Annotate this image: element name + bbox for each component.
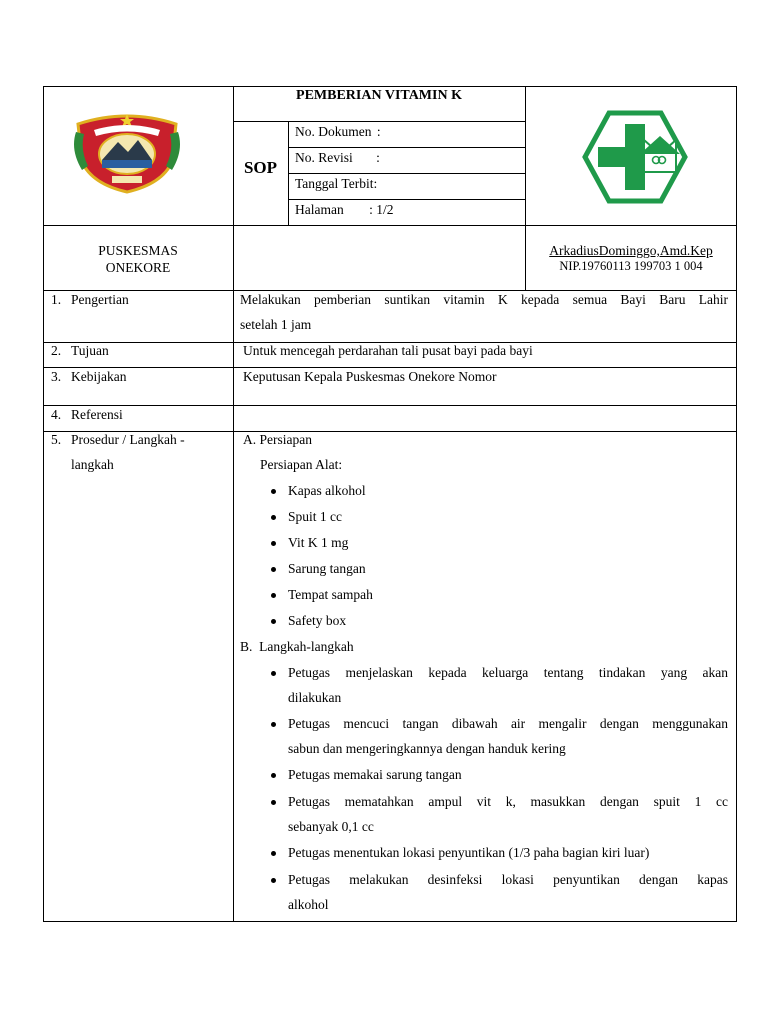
field-no-revisi: [295, 150, 380, 166]
section-a-heading: A. Persiapan: [243, 432, 312, 447]
field-label: Halaman: [295, 202, 344, 217]
bullet-icon: [271, 722, 276, 727]
step-line1: Petugas menjelaskan kepada keluarga tentang tindakan yang akan: [288, 665, 728, 680]
pengertian-text-line2: setelah 1 jam: [240, 317, 312, 332]
row-label-kebijakan: Kebijakan: [71, 369, 127, 384]
alat-heading: Persiapan Alat:: [260, 457, 343, 472]
bullet-icon: [271, 619, 276, 624]
field-label: No. Revisi: [295, 150, 353, 165]
step-line1: Petugas memakai sarung tangan: [288, 767, 462, 782]
step-line2: sebanyak 0,1 cc: [288, 819, 374, 834]
bullet-icon: [271, 800, 276, 805]
row-label-referensi: Referensi: [71, 407, 123, 422]
bullet-icon: [271, 593, 276, 598]
step-line2: alkohol: [288, 897, 329, 912]
step-line1: Petugas mematahkan ampul vit k, masukkan dengan spuit 1 cc: [288, 794, 728, 809]
field-label: No. Dokumen: [295, 124, 372, 139]
document-title: PEMBERIAN VITAMIN K: [296, 88, 462, 103]
list-item: Sarung tangan: [288, 561, 366, 576]
step-line1: Petugas mencuci tangan dibawah air mengalir dengan menggunakan: [288, 716, 728, 731]
org-name: [43, 242, 233, 276]
field-value: : 1/2: [369, 202, 394, 217]
kebijakan-text: Keputusan Kepala Puskesmas Onekore Nomor: [243, 369, 497, 384]
list-item: Safety box: [288, 613, 347, 628]
row-label-prosedur-line2: langkah: [71, 457, 114, 472]
field-halaman: [295, 202, 394, 218]
org-name-line2: ONEKORE: [105, 260, 171, 275]
bullet-icon: [271, 541, 276, 546]
section-b-heading: B. Langkah-langkah: [240, 639, 354, 654]
signer-name: ArkadiusDominggo,Amd.Kep: [549, 243, 713, 258]
row-label-tujuan: Tujuan: [71, 343, 109, 358]
org-name-line1: PUSKESMAS: [98, 243, 178, 258]
bullet-icon: [271, 567, 276, 572]
step-line2: dilakukan: [288, 690, 342, 705]
pengertian-text-line1: Melakukan pemberian suntikan vitamin K kepada semua Bayi Baru Lahir: [240, 292, 728, 307]
list-item: Tempat sampah: [288, 587, 373, 602]
regency-emblem-logo: [72, 110, 182, 194]
bullet-icon: [271, 878, 276, 883]
tujuan-text: Untuk mencegah perdarahan tali pusat bayi pada bayi: [243, 343, 533, 358]
row-number-1: 1.: [51, 292, 62, 307]
step-line1: Petugas melakukan desinfeksi lokasi penyuntikan dengan kapas: [288, 872, 728, 887]
field-tanggal-terbit: [295, 176, 377, 192]
row-label-pengertian: Pengertian: [71, 292, 129, 307]
bullet-icon: [271, 773, 276, 778]
step-line2: sabun dan mengeringkannya dengan handuk kering: [288, 741, 566, 756]
bullet-icon: [271, 851, 276, 856]
row-number-4: 4.: [51, 407, 62, 422]
signer-nip: NIP.19760113 199703 1 004: [559, 259, 703, 273]
list-item: Spuit 1 cc: [288, 509, 342, 524]
bullet-icon: [271, 489, 276, 494]
field-no-dokumen: [295, 124, 381, 140]
step-line1: Petugas menentukan lokasi penyuntikan (1/3 paha bagian kiri luar): [288, 845, 650, 860]
row-number-5: 5.: [51, 432, 62, 447]
bullet-icon: [271, 515, 276, 520]
row-label-prosedur-line1: Prosedur / Langkah -: [71, 432, 185, 447]
list-item: Kapas alkohol: [288, 483, 366, 498]
list-item: Vit K 1 mg: [288, 535, 349, 550]
field-value: :: [376, 124, 381, 139]
row-number-2: 2.: [51, 343, 62, 358]
row-number-3: 3.: [51, 369, 62, 384]
bullet-icon: [271, 671, 276, 676]
puskesmas-logo: [582, 110, 688, 204]
field-value: :: [376, 150, 380, 165]
field-label: Tanggal Terbit:: [295, 176, 378, 191]
sop-label: SOP: [243, 158, 278, 177]
